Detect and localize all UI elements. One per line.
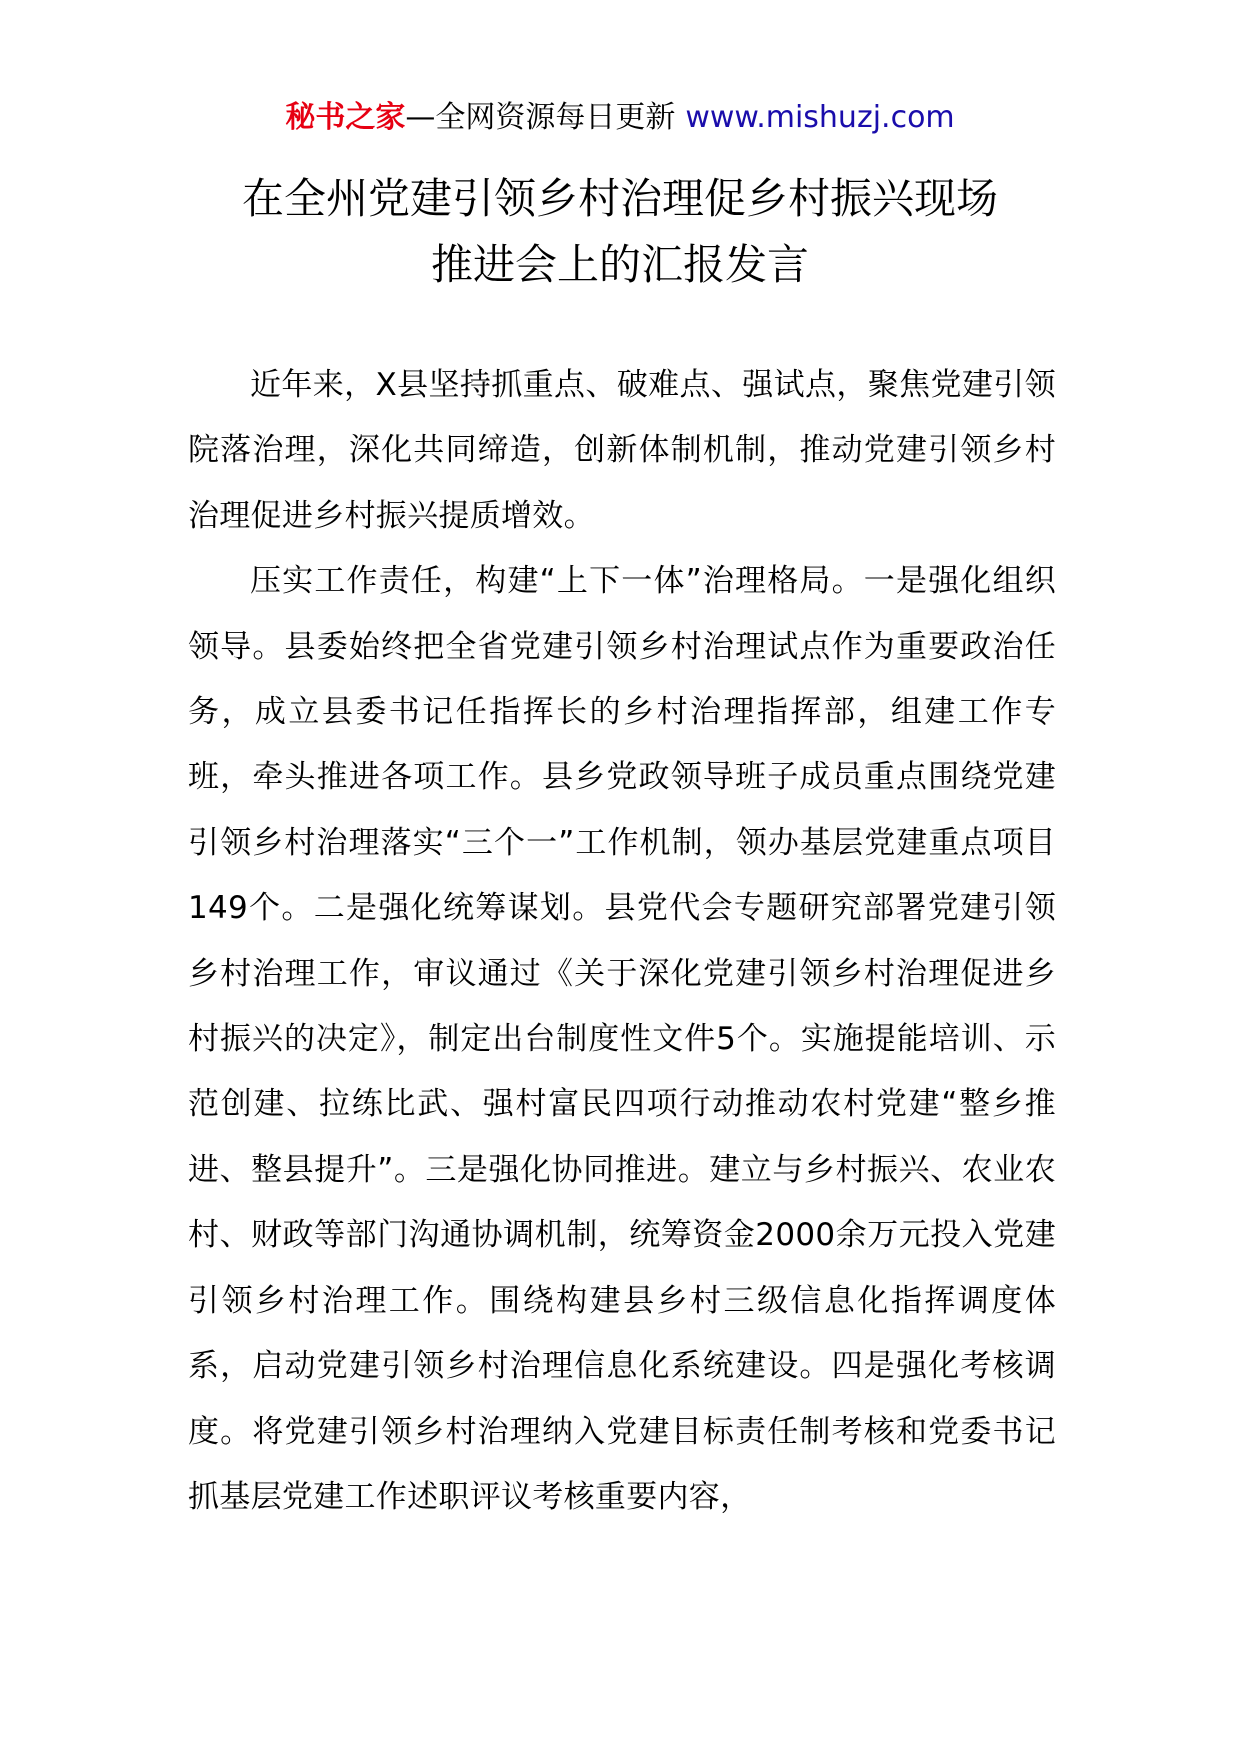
document-body [188, 353, 1056, 1530]
title-line-2: 推进会上的汇报发言 [430, 240, 809, 289]
paragraph-responsibility: 压实工作责任，构建“上下一体”治理格局。一是强化组织领导。县委始终把全省党建引领乡村治理试点作为重要政治任务，成立县委书记任指挥长的乡村治理指挥部，组建工作专班，牵头推进各项工作。县乡党政领导班子成员重点围绕党建引领乡村治理落实“三个一”工作机制，领办基层党建重点项目149个。二是强化统筹谋划。县党代会专题研究部署党建引领乡村治理工作，审议通过《关于深化党建引领乡村治理促进乡村振兴的决定》，制定出台制度性文件5个。实施提能培训、示范创建、拉练比武、强村富民四项行动推动农村党建“整乡推进、整县提升”。三是强化协同推进。建立与乡村振兴、农业农村、财政等部门沟通协调机制，统筹资金2000余万元投入党建引领乡村治理工作。围绕构建县乡村三级信息化指挥调度体系，启动党建引领乡村治理信息化系统建设。四是强化考核调度。将党建引领乡村治理纳入党建目标责任制考核和党委书记抓基层党建工作述职评议考核重要内容， [188, 563, 1056, 1515]
document-title [150, 166, 1090, 298]
site-url-link[interactable]: www.mishuzj.com [685, 100, 955, 135]
site-name: 秘书之家 [285, 100, 406, 135]
site-header [0, 98, 1240, 138]
title-line-1: 在全州党建引领乡村治理促乡村振兴现场 [241, 174, 998, 223]
site-tagline: —全网资源每日更新 [405, 100, 676, 135]
paragraph-intro: 近年来，X县坚持抓重点、破难点、强试点，聚焦党建引领院落治理，深化共同缔造，创新体制机制，推动党建引领乡村治理促进乡村振兴提质增效。 [188, 367, 1056, 534]
